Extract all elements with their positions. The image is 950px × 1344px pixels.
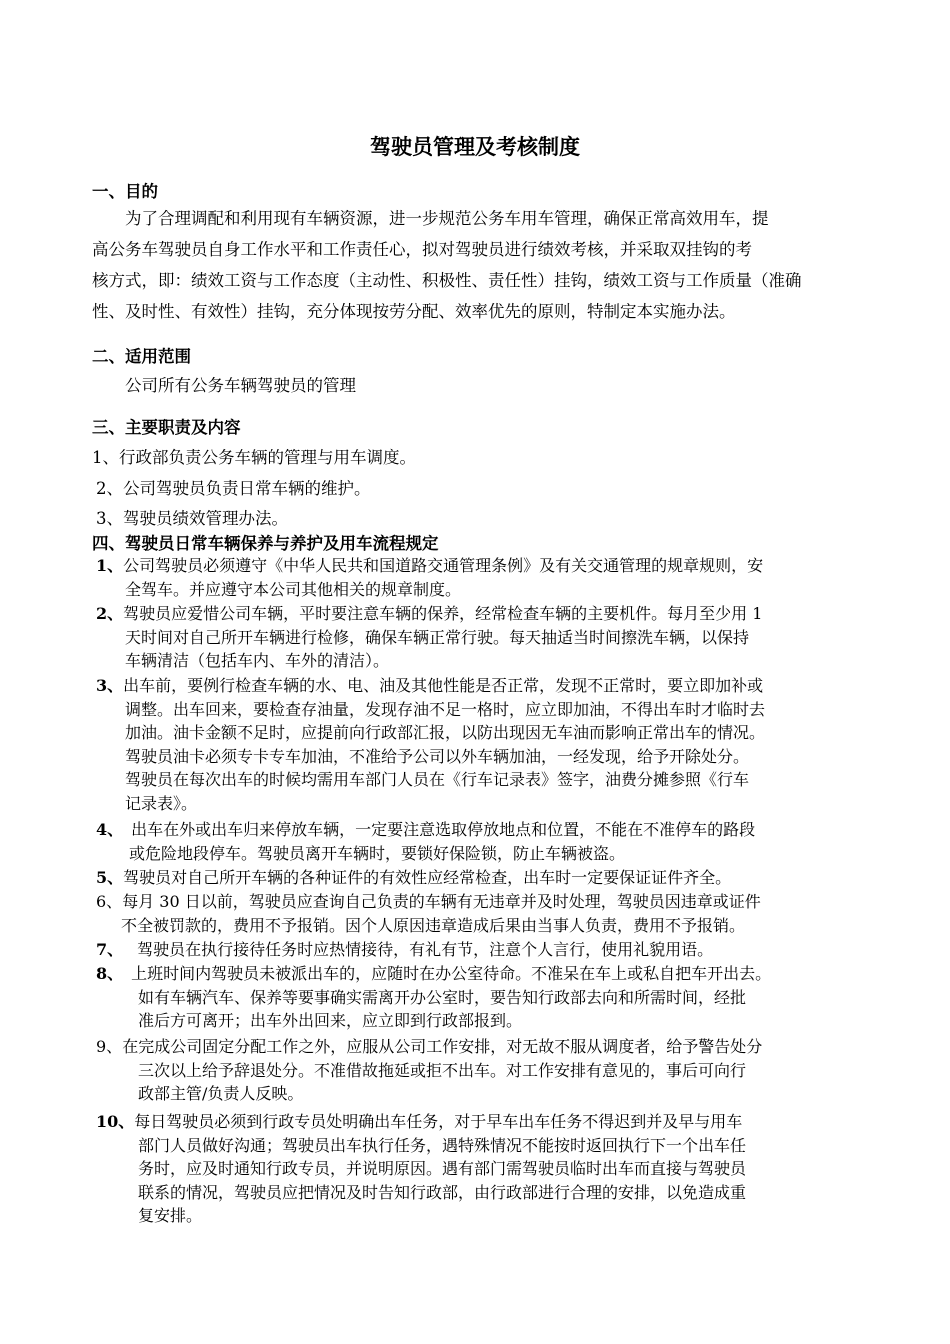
- rule-line: 三次以上给予辞退处分。不准借故拖延或拒不出车。对工作安排有意见的，事后可向行: [138, 1060, 747, 1080]
- paragraph-line: 性、及时性、有效性）挂钩，充分体现按劳分配、效率优先的原则，特制定本实施办法。: [92, 302, 736, 321]
- rule-line: 或危险地段停车。驾驶员离开车辆时，要锁好保险锁，防止车辆被盗。: [129, 843, 626, 863]
- rule-item-8: [96, 962, 771, 1033]
- section-heading-purpose: 一、目的: [92, 182, 158, 201]
- duty-item: 2、公司驾驶员负责日常车辆的维护。: [96, 479, 371, 498]
- rule-line: 复安排。: [138, 1206, 203, 1226]
- rule-item-10: [96, 1110, 746, 1228]
- rule-line: 政部主管/负责人反映。: [138, 1084, 304, 1104]
- rule-line: 务时，应及时通知行政专员，并说明原因。遇有部门需驾驶员临时出车而直接与驾驶员: [138, 1159, 747, 1179]
- rule-line: 在完成公司固定分配工作之外，应服从公司工作安排，对无故不服从调度者，给予警告处分: [122, 1037, 763, 1056]
- duty-item: 1、行政部负责公务车辆的管理与用车调度。: [92, 448, 416, 467]
- rule-line: 部门人员做好沟通；驾驶员出车执行任务，遇特殊情况不能按时返回执行下一个出车任: [138, 1135, 747, 1155]
- rule-number: 7、: [96, 940, 124, 959]
- rule-number: 10、: [96, 1112, 135, 1131]
- rule-line: 驾驶员对自己所开车辆的各种证件的有效性应经常检查，出车时一定要保证证件齐全。: [123, 868, 732, 887]
- section-heading-scope: 二、适用范围: [92, 347, 191, 366]
- rule-number: 5、: [96, 868, 124, 887]
- rule-number: 3、: [96, 676, 124, 695]
- rule-line: 天时间对自己所开车辆进行检修，确保车辆正常行驶。每天抽适当时间擦洗车辆，以保持: [125, 627, 750, 647]
- rule-line: 出车前，要例行检查车辆的水、电、油及其他性能是否正常，发现不正常时，要立即加补或: [123, 676, 764, 695]
- rule-line: 车辆清洁（包括车内、车外的清洁）。: [125, 651, 390, 671]
- rule-line: 如有车辆汽车、保养等要事确实需离开办公室时，要告知行政部去向和所需时间，经批: [138, 987, 747, 1007]
- rule-item-6: [96, 890, 761, 937]
- rule-item-7: [96, 938, 713, 962]
- rule-line: 调整。出车回来，要检查存油量，发现存油不足一格时，应立即加油，不得出车时才临时去: [125, 699, 766, 719]
- rule-number: 2、: [96, 604, 124, 623]
- rule-line: 驾驶员应爱惜公司车辆，平时要注意车辆的保养，经常检查车辆的主要机件。每月至少用 1: [123, 604, 763, 623]
- rule-line: 每月 30 日以前，驾驶员应查询自己负责的车辆有无违章并及时处理，驾驶员因违章或证件: [122, 892, 761, 911]
- rule-item-3: [96, 674, 765, 816]
- section-scope-text: 公司所有公务车辆驾驶员的管理: [125, 376, 356, 395]
- rule-line: 记录表》。: [125, 793, 198, 813]
- rule-line: 不全被罚款的，费用不予报销。因个人原因违章造成后果由当事人负责，费用不予报销。: [121, 915, 746, 935]
- rule-line: 上班时间内驾驶员未被派出车的，应随时在办公室待命。不准呆在车上或私自把车开出去。: [131, 964, 772, 983]
- rule-item-9: [96, 1035, 762, 1106]
- paragraph-line: 高公务车驾驶员自身工作水平和工作责任心，拟对驾驶员进行绩效考核，并采取双挂钩的考: [92, 240, 752, 259]
- rule-line: 出车在外或出车归来停放车辆，一定要注意选取停放地点和位置，不能在不准停车的路段: [131, 820, 756, 839]
- rule-number: 6、: [96, 892, 123, 911]
- section-heading-duties: 三、主要职责及内容: [92, 418, 241, 437]
- rule-number: 9、: [96, 1037, 123, 1056]
- rule-line: 加油。油卡金额不足时，应提前向行政部汇报，以防出现因无车油而影响正常出车的情况。: [125, 723, 766, 743]
- paragraph-line: 核方式，即：绩效工资与工作态度（主动性、积极性、责任性）挂钩，绩效工资与工作质量（准确: [92, 271, 802, 290]
- rule-line: 准后方可离开；出车外出回来，应立即到行政部报到。: [138, 1011, 523, 1031]
- section-purpose-paragraph: [92, 203, 802, 327]
- paragraph-line: 为了合理调配和利用现有车辆资源，进一步规范公务车用车管理，确保正常高效用车，提: [125, 209, 769, 228]
- rule-line: 每日驾驶员必须到行政专员处明确出车任务，对于早车出车任务不得迟到并及早与用车: [134, 1112, 743, 1131]
- rule-item-1: [96, 554, 763, 601]
- rule-number: 1、: [96, 556, 124, 575]
- rule-line: 驾驶员在每次出车的时候均需用车部门人员在《行车记录表》签字，油费分摊参照《行车: [125, 770, 750, 790]
- rule-line: 联系的情况，驾驶员应把情况及时告知行政部，由行政部进行合理的安排，以免造成重: [138, 1182, 747, 1202]
- rule-number: 4、: [96, 820, 124, 839]
- rule-item-5: [96, 866, 731, 890]
- rule-item-4: [96, 818, 755, 865]
- rule-item-2: [96, 602, 762, 673]
- rule-line: 公司驾驶员必须遵守《中华人民共和国道路交通管理条例》及有关交通管理的规章规则，安: [123, 556, 764, 575]
- duty-item: 3、驾驶员绩效管理办法。: [96, 509, 288, 528]
- document-title: 驾驶员管理及考核制度: [370, 135, 580, 159]
- rule-line: 驾驶员在执行接待任务时应热情接待，有礼有节，注意个人言行，使用礼貌用语。: [137, 940, 714, 959]
- section-heading-rules: 四、驾驶员日常车辆保养与养护及用车流程规定: [92, 534, 439, 553]
- rule-line: 驾驶员油卡必须专卡专车加油，不准给予公司以外车辆加油，一经发现，给予开除处分。: [125, 746, 750, 766]
- rule-number: 8、: [96, 964, 124, 983]
- rule-line: 全驾车。并应遵守本公司其他相关的规章制度。: [125, 579, 462, 599]
